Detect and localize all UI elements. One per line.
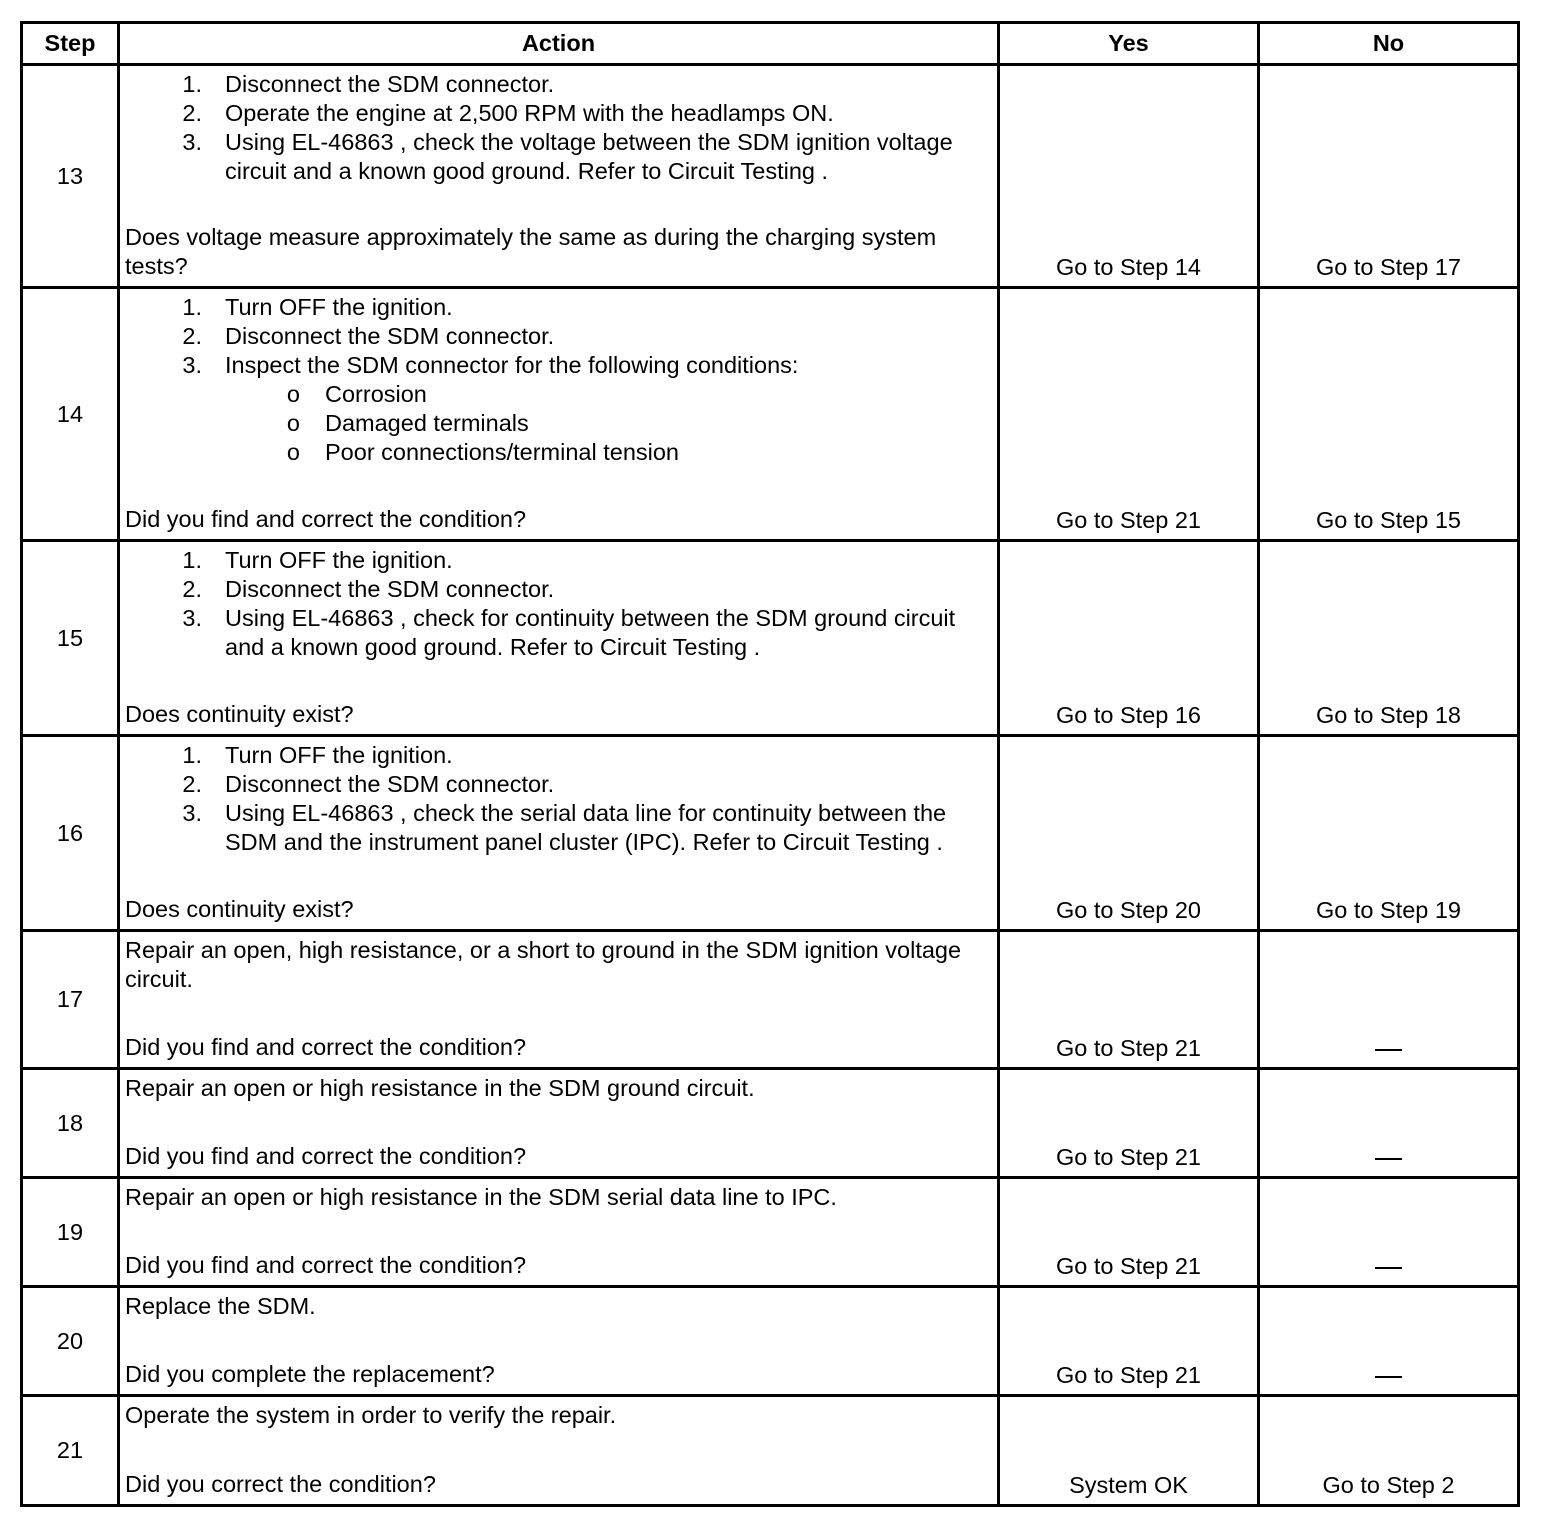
dash-icon: [1375, 1267, 1402, 1269]
instruction-text: Disconnect the SDM connector.: [225, 771, 555, 797]
yes-cell: Go to Step 21: [999, 1069, 1259, 1178]
table-row: [22, 541, 1519, 736]
table-row: [22, 931, 1519, 1069]
instruction-number: 3.: [182, 352, 202, 378]
instruction-number: 1.: [182, 294, 202, 320]
action-cell: [119, 1069, 999, 1178]
step-number: 15: [22, 541, 119, 736]
header-step: Step: [22, 23, 119, 65]
condition-item: [225, 438, 995, 467]
question-text: Did you find and correct the condition?: [125, 1034, 527, 1060]
no-cell: Go to Step 17: [1259, 65, 1519, 288]
instruction-number: 1.: [182, 742, 202, 768]
instruction-item: [125, 604, 995, 662]
instruction-item: [125, 70, 995, 99]
action-cell: [119, 541, 999, 736]
instruction-item: [125, 546, 995, 575]
instruction-text: Turn OFF the ignition.: [225, 294, 453, 320]
step-number: 14: [22, 288, 119, 541]
instruction-number: 1.: [182, 71, 202, 97]
question-text: Does continuity exist?: [125, 896, 354, 922]
step-number: 17: [22, 931, 119, 1069]
table-row: [22, 1396, 1519, 1506]
instruction-number: 2.: [182, 323, 202, 349]
header-no: No: [1259, 23, 1519, 65]
no-cell: [1259, 931, 1519, 1069]
action-cell: [119, 1178, 999, 1287]
instruction-number: 2.: [182, 100, 202, 126]
no-cell: Go to Step 15: [1259, 288, 1519, 541]
condition-list: [225, 380, 995, 467]
action-cell: [119, 736, 999, 931]
bullet: o: [286, 439, 300, 465]
yes-cell: Go to Step 20: [999, 736, 1259, 931]
action-text: Repair an open or high resistance in the SDM serial data line to IPC.: [125, 1184, 837, 1210]
action-text: Operate the system in order to verify the repair.: [125, 1402, 617, 1428]
question-text: Does continuity exist?: [125, 701, 354, 727]
no-cell: [1259, 1069, 1519, 1178]
table-row: [22, 288, 1519, 541]
instruction-item: [125, 575, 995, 604]
header-yes: Yes: [999, 23, 1259, 65]
instruction-list: [125, 293, 995, 380]
instruction-number: 3.: [182, 129, 202, 155]
dash-icon: [1375, 1158, 1402, 1160]
condition-item: [225, 409, 995, 438]
instruction-text: Using EL-46863 , check the serial data line for continuity between the SDM and the instrument panel cluster (IPC). Refer to Circuit Testing .: [225, 800, 947, 855]
yes-cell: System OK: [999, 1396, 1259, 1506]
table-row: [22, 736, 1519, 931]
dash-icon: [1375, 1376, 1402, 1378]
instruction-item: [125, 770, 995, 799]
table-row: [22, 1287, 1519, 1396]
instruction-text: Using EL-46863 , check the voltage between the SDM ignition voltage circuit and a known good ground. Refer to Circuit Testing .: [225, 129, 953, 184]
no-cell: Go to Step 19: [1259, 736, 1519, 931]
step-number: 21: [22, 1396, 119, 1506]
instruction-text: Disconnect the SDM connector.: [225, 71, 555, 97]
question-text: Did you find and correct the condition?: [125, 1252, 527, 1278]
instruction-number: 3.: [182, 605, 202, 631]
diagnostic-table: [20, 21, 1520, 1507]
question-text: Did you correct the condition?: [125, 1471, 436, 1497]
instruction-text: Turn OFF the ignition.: [225, 742, 453, 768]
yes-cell: Go to Step 14: [999, 65, 1259, 288]
table-row: [22, 65, 1519, 288]
instruction-number: 1.: [182, 547, 202, 573]
instruction-text: Disconnect the SDM connector.: [225, 576, 555, 602]
instruction-text: Inspect the SDM connector for the following conditions:: [225, 352, 799, 378]
condition-text: Corrosion: [325, 381, 427, 407]
instruction-item: [125, 293, 995, 322]
step-number: 13: [22, 65, 119, 288]
header-row: [22, 23, 1519, 65]
instruction-number: 2.: [182, 576, 202, 602]
instruction-text: Turn OFF the ignition.: [225, 547, 453, 573]
bullet: o: [286, 381, 300, 407]
yes-cell: Go to Step 21: [999, 931, 1259, 1069]
instruction-text: Using EL-46863 , check for continuity between the SDM ground circuit and a known good ground. Refer to Circuit Testing .: [225, 605, 956, 660]
no-cell: Go to Step 2: [1259, 1396, 1519, 1506]
instruction-text: Operate the engine at 2,500 RPM with the headlamps ON.: [225, 100, 834, 126]
table-row: [22, 1178, 1519, 1287]
action-cell: [119, 1287, 999, 1396]
no-cell: [1259, 1178, 1519, 1287]
instruction-item: [125, 99, 995, 128]
instruction-list: [125, 546, 995, 662]
instruction-list: [125, 70, 995, 186]
action-cell: [119, 1396, 999, 1506]
header-action: Action: [119, 23, 999, 65]
action-cell: [119, 65, 999, 288]
instruction-item: [125, 322, 995, 351]
instruction-number: 2.: [182, 771, 202, 797]
step-number: 19: [22, 1178, 119, 1287]
instruction-text: Disconnect the SDM connector.: [225, 323, 555, 349]
step-number: 20: [22, 1287, 119, 1396]
question-text: Did you complete the replacement?: [125, 1361, 495, 1387]
table-row: [22, 1069, 1519, 1178]
bullet: o: [286, 410, 300, 436]
no-cell: Go to Step 18: [1259, 541, 1519, 736]
instruction-item: [125, 351, 995, 380]
condition-text: Damaged terminals: [325, 410, 529, 436]
yes-cell: Go to Step 21: [999, 1287, 1259, 1396]
instruction-item: [125, 128, 995, 186]
dash-icon: [1375, 1049, 1402, 1051]
yes-cell: Go to Step 16: [999, 541, 1259, 736]
action-cell: [119, 288, 999, 541]
yes-cell: Go to Step 21: [999, 288, 1259, 541]
no-cell: [1259, 1287, 1519, 1396]
instruction-number: 3.: [182, 800, 202, 826]
instruction-item: [125, 799, 995, 857]
action-text: Replace the SDM.: [125, 1293, 316, 1319]
action-text: Repair an open, high resistance, or a short to ground in the SDM ignition voltage circuit.: [125, 937, 962, 992]
condition-item: [225, 380, 995, 409]
question-text: Does voltage measure approximately the same as during the charging system tests?: [125, 224, 937, 279]
instruction-list: [125, 741, 995, 857]
question-text: Did you find and correct the condition?: [125, 1143, 527, 1169]
action-cell: [119, 931, 999, 1069]
question-text: Did you find and correct the condition?: [125, 506, 527, 532]
condition-text: Poor connections/terminal tension: [325, 439, 680, 465]
yes-cell: Go to Step 21: [999, 1178, 1259, 1287]
step-number: 16: [22, 736, 119, 931]
action-text: Repair an open or high resistance in the SDM ground circuit.: [125, 1075, 755, 1101]
step-number: 18: [22, 1069, 119, 1178]
instruction-item: [125, 741, 995, 770]
